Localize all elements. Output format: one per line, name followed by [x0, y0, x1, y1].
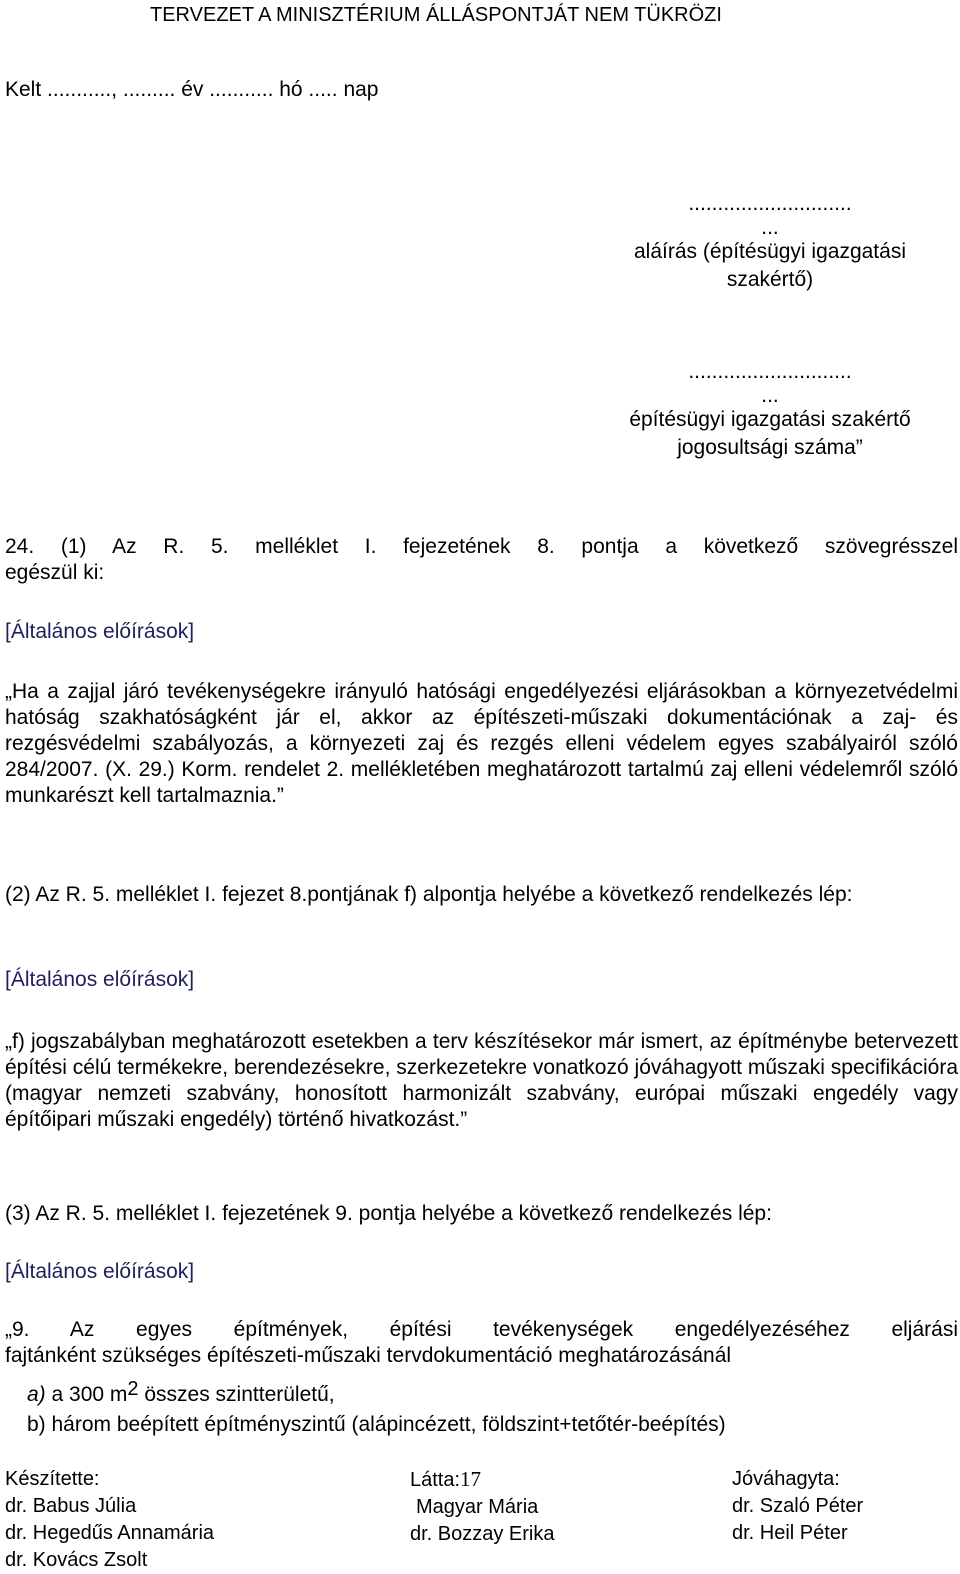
footer-prepared-name: dr. Hegedűs Annamária: [5, 1522, 215, 1544]
footer-prepared-name: dr. Kovács Zsolt: [5, 1549, 148, 1571]
section-24-line1: 24. (1) Az R. 5. melléklet I. fejezetének 8. pontja a következő szövegrésszel: [5, 535, 958, 558]
paragraph-point-9: [5, 1317, 958, 1369]
heading-general-rules-3: [Általános előírások]: [5, 1260, 195, 1283]
list-item-a: [27, 1378, 335, 1407]
heading-general-rules-1: [Általános előírások]: [5, 620, 195, 643]
registration-dots-continued: ...: [761, 384, 779, 407]
list-item-b: b) három beépített építményszintű (alápincézett, földszint+tetőtér-beépítés): [27, 1413, 726, 1436]
page-number: 17: [460, 1467, 482, 1491]
registration-caption-line1: építésügyi igazgatási szakértő: [629, 408, 911, 431]
item-a-label: a): [27, 1383, 46, 1406]
point-9-line1: „9. Az egyes építmények, építési tevékenységek engedélyezéséhez eljárási: [5, 1318, 958, 1341]
paragraph-amendment-2: (2) Az R. 5. melléklet I. fejezet 8.pontjának f) alpontja helyébe a következő rendelkezés lép:: [5, 883, 853, 906]
item-a-superscript: 2: [127, 1378, 139, 1400]
footer-approved-title: Jóváhagyta:: [732, 1468, 840, 1490]
signature-block-1: [610, 190, 930, 294]
footer-reviewed-name: dr. Bozzay Erika: [410, 1523, 555, 1545]
date-line: Kelt ..........., ......... év ........... hó ..... nap: [5, 78, 379, 101]
footer-reviewed-title: Látta:: [410, 1469, 461, 1491]
paragraph-specification: „f) jogszabályban meghatározott esetekben a terv készítésekor már ismert, az építménybe betervezett építési célú termékekre, berendezésekre, szerkezetekre vonatkozó jóváhagyott műszaki specifikációra (magyar nemzeti szabvány, honosított harmonizált szabvány, európai műszaki engedély vagy építőipari műszaki engedély) történő hivatkozást.”: [5, 1030, 958, 1131]
footer-prepared-by: [5, 1466, 214, 1574]
signature-dots-continued: ...: [761, 216, 779, 239]
footer-approved-name: dr. Heil Péter: [732, 1522, 848, 1544]
paragraph-amendment-3: (3) Az R. 5. melléklet I. fejezetének 9. pontja helyébe a következő rendelkezés lép:: [5, 1202, 772, 1225]
section-24-line2: egészül ki:: [5, 561, 105, 584]
footer-prepared-title: Készítette:: [5, 1468, 100, 1490]
heading-general-rules-2: [Általános előírások]: [5, 968, 195, 991]
footer-reviewed-by: [410, 1466, 555, 1548]
footer-approved-name: dr. Szaló Péter: [732, 1495, 864, 1517]
draft-header: TERVEZET A MINISZTÉRIUM ÁLLÁSPONTJÁT NEM TÜKRÖZI: [150, 4, 722, 26]
signature-block-2: [610, 358, 930, 462]
registration-caption-line2: jogosultsági száma”: [677, 436, 863, 459]
point-9-line2: fajtánként szükséges építészeti-műszaki tervdokumentáció meghatározásánál: [5, 1344, 732, 1367]
item-a-text: a 300 m: [45, 1383, 128, 1406]
section-24-intro: [5, 534, 958, 586]
footer-reviewed-name: Magyar Mária: [416, 1496, 539, 1518]
signature-dots: ............................: [688, 192, 852, 215]
signature-caption-line2: szakértő): [726, 268, 814, 291]
registration-dots: ............................: [688, 360, 852, 383]
signature-caption-line1: aláírás (építésügyi igazgatási: [634, 240, 906, 263]
footer-approved-by: [732, 1466, 863, 1547]
paragraph-noise-protection: „Ha a zajjal járó tevékenységekre irányuló hatósági engedélyezési eljárásokban a környezetvédelmi hatóság szakhatóságként jár el, akkor az építészeti-műszaki dokumentációnak a zaj- és rezgésvédelmi szabályozás, a környezeti zaj és rezgés elleni védelem egyes szabályairól szóló 284/2007. (X. 29.) Korm. rendelet 2. mellékletében meghatározott tartalmú zaj elleni védelemről szóló munkarészt kell tartalmaznia.”: [5, 680, 958, 807]
item-a-rest: összes szintterületű,: [138, 1383, 335, 1406]
footer-prepared-name: dr. Babus Júlia: [5, 1495, 137, 1517]
